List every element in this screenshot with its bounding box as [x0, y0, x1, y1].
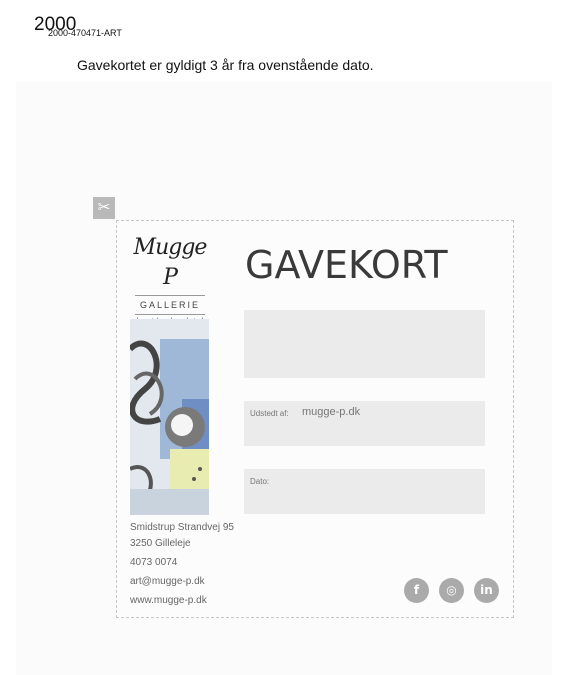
email-link[interactable]: art@mugge-p.dk: [130, 576, 205, 587]
logo-divider-2: [135, 314, 205, 315]
amount-box: [244, 310, 485, 378]
facebook-icon[interactable]: f: [404, 578, 429, 603]
address-city: 3250 Gilleleje: [130, 538, 191, 549]
giftcard-code: 2000-470471-ART: [48, 28, 122, 38]
address-street: Smidstrup Strandvej 95: [130, 522, 234, 533]
date-box: [244, 469, 485, 514]
artwork-image: [130, 319, 209, 515]
card-title: GAVEKORT: [245, 243, 448, 287]
logo-name: GALLERIE: [139, 300, 201, 310]
artwork-graphic: [130, 319, 209, 515]
gift-card: [116, 220, 514, 618]
logo: [131, 233, 209, 311]
linkedin-icon[interactable]: in: [474, 578, 499, 603]
phone: 4073 0074: [130, 557, 178, 568]
website-link[interactable]: www.mugge-p.dk: [130, 595, 207, 606]
logo-divider: [135, 295, 205, 296]
logo-script: Mugge P: [133, 235, 207, 290]
issued-label: Udstedt af:: [250, 409, 289, 418]
instagram-icon[interactable]: ◎: [439, 578, 464, 603]
validity-text: Gavekortet er gyldigt 3 år fra ovenstående dato.: [77, 57, 374, 73]
issued-value: mugge-p.dk: [302, 406, 361, 418]
scissors-icon: ✂: [93, 197, 115, 219]
issued-box: [244, 401, 485, 446]
date-label: Dato:: [250, 477, 270, 486]
amount: 2000: [34, 14, 77, 35]
